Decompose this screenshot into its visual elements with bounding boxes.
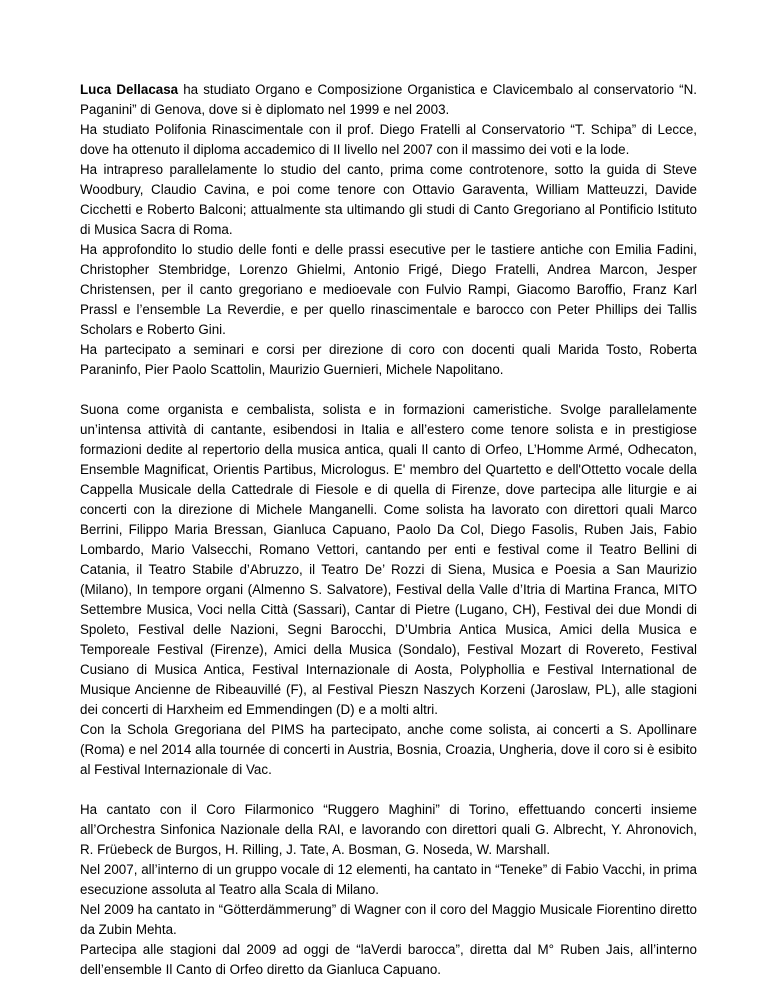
paragraph-canto: Ha intrapreso parallelamente lo studio del canto, prima come controtenore, sotto la guida di Steve Woodbury, Claudio Cavina, e poi come tenore con Ottavio Garaventa, William Matteuzzi, Davide Cicchetti e Roberto Balconi; attualmente sta ultimando gli studi di Canto Gregoriano al Pontificio Istituto di Musica Sacra di Roma. xyxy=(80,162,697,237)
paragraph-coro-filarmonico: Ha cantato con il Coro Filarmonico “Ruggero Maghini” di Torino, effettuando concerti insieme all’Orchestra Sinfonica Nazionale della RAI, e lavorando con direttori quali G. Albrecht, Y. Ahronovich, R. Früebeck de Burgos, H. Rilling, J. Tate, A. Bosman, G. Noseda, W. Marshall. xyxy=(80,802,697,857)
paragraph-polifonia: Ha studiato Polifonia Rinascimentale con il prof. Diego Fratelli al Conservatorio “T. Schipa” di Lecce, dove ha ottenuto il diploma accademico di II livello nel 2007 con il massimo dei voti e la lode. xyxy=(80,122,697,157)
paragraph-gap xyxy=(80,380,697,400)
document-page xyxy=(80,80,697,980)
paragraph-fonti: Ha approfondito lo studio delle fonti e delle prassi esecutive per le tastiere antiche con Emilia Fadini, Christopher Stembridge, Lorenzo Ghielmi, Antonio Frigé, Diego Fratelli, Andrea Marcon, Jesper Christensen, per il canto gregoriano e medioevale con Fulvio Rampi, Giacomo Baroffio, Franz Karl Prassl e l’ensemble La Reverdie, e per quello rinascimentale e barocco con Peter Phillips dei Tallis Scholars e Roberto Gini. xyxy=(80,242,697,337)
paragraph-attivita: Suona come organista e cembalista, solista e in formazioni cameristiche. Svolge parallelamente un’intensa attività di cantante, esibendosi in Italia e all’estero come tenore solista e in prestigiose formazioni dedite al repertorio della musica antica, quali Il canto di Orfeo, L’Homme Armé, Odhecaton, Ensemble Magnificat, Orientis Partibus, Micrologus. E' membro del Quartetto e dell'Ottetto vocale della Cappella Musicale della Cattedrale di Fiesole e di quella di Firenze, dove partecipa alle liturgie e ai concerti con la direzione di Michele Manganelli. Come solista ha lavorato con direttori quali Marco Berrini, Filippo Maria Bressan, Gianluca Capuano, Paolo Da Col, Diego Fasolis, Ruben Jais, Fabio Lombardo, Mario Valsecchi, Romano Vettori, cantando per enti e festival come il Teatro Bellini di Catania, il Teatro Stabile d’Abruzzo, il Teatro De’ Rozzi di Siena, Musica e Poesia a San Maurizio (Milano), In tempore organi (Almenno S. Salvatore), Festival della Valle d’Itria di Martina Franca, MITO Settembre Musica, Voci nella Città (Sassari), Cantar di Pietre (Lugano, CH), Festival dei due Mondi di Spoleto, Festival delle Nazioni, Segni Barocchi, D’Umbria Antica Musica, Amici della Musica e Temporeale Festival (Firenze), Amici della Musica (Sondalo), Festival Mozart di Rovereto, Festival Cusiano di Musica Antica, Festival Internazionale di Aosta, Polyphollia e Festival International de Musique Ancienne de Ribeauvillé (F), al Festival Pieszn Naszych Korzeni (Jaroslaw, PL), alle stagioni dei concerti di Harxheim ed Emmendingen (D) e a molti altri. xyxy=(80,402,697,717)
paragraph-laverdi: Partecipa alle stagioni dal 2009 ad oggi de “laVerdi barocca”, diretta dal M° Ruben Jais, all’interno dell’ensemble Il Canto di Orfeo diretto da Gianluca Capuano. xyxy=(80,942,697,977)
intro-paragraph xyxy=(80,80,697,120)
paragraph-gap xyxy=(80,780,697,800)
paragraph-gotterdammerung: Nel 2009 ha cantato in “Götterdämmerung” di Wagner con il coro del Maggio Musicale Fiorentino diretto da Zubin Mehta. xyxy=(80,902,697,937)
paragraph-teneke: Nel 2007, all’interno di un gruppo vocale di 12 elementi, ha cantato in “Teneke” di Fabio Vacchi, in prima esecuzione assoluta al Teatro alla Scala di Milano. xyxy=(80,862,697,897)
paragraph-schola: Con la Schola Gregoriana del PIMS ha partecipato, anche come solista, ai concerti a S. Apollinare (Roma) e nel 2014 alla tournée di concerti in Austria, Bosnia, Croazia, Ungheria, dove il coro si è esibito al Festival Internazionale di Vac. xyxy=(80,722,697,777)
paragraph-seminari: Ha partecipato a seminari e corsi per direzione di coro con docenti quali Marida Tosto, Roberta Paraninfo, Pier Paolo Scattolin, Maurizio Guernieri, Michele Napolitano. xyxy=(80,342,697,377)
artist-name: Luca Dellacasa xyxy=(80,82,179,97)
intro-text: ha studiato Organo e Composizione Organistica e Clavicembalo al conservatorio “N. Paganini” di Genova, dove si è diplomato nel 1999 e nel 2003. xyxy=(80,82,697,117)
